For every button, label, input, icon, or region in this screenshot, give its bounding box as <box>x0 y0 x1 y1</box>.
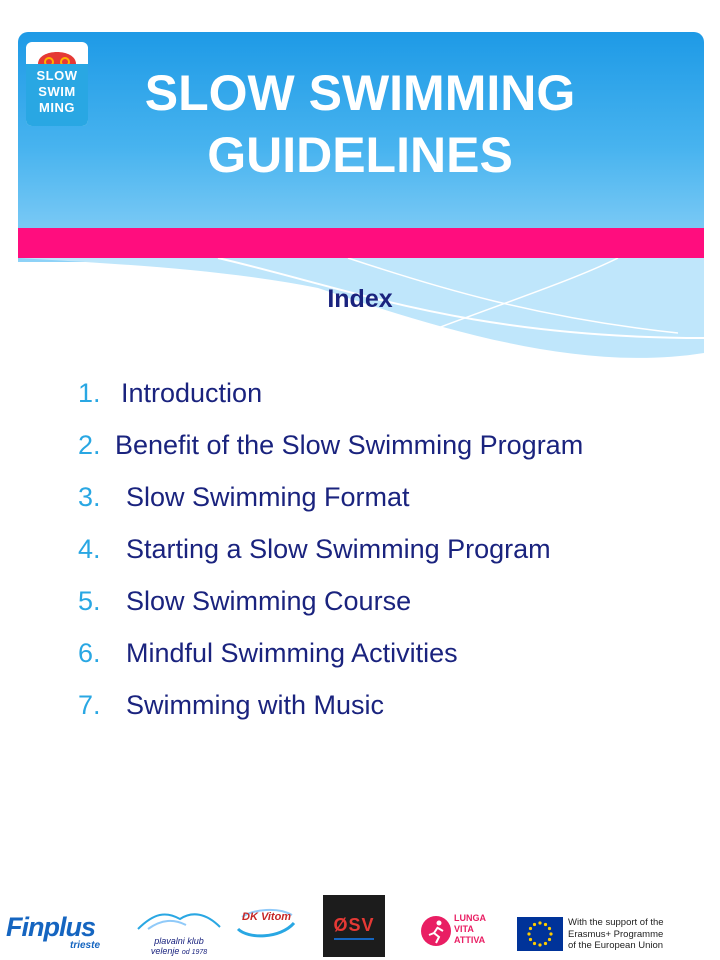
partner-logos <box>0 895 720 960</box>
accent-bar <box>18 228 704 258</box>
toc-item[interactable]: 2. Benefit of the Slow Swimming Program <box>78 430 584 460</box>
wave-icon <box>134 909 224 931</box>
table-of-contents <box>78 378 583 742</box>
dk-vitom-logo: DK Vitom <box>234 905 298 939</box>
plavalni-klub-logo: plavalni klub velenje od 1978 <box>134 909 224 957</box>
toc-item[interactable]: 7. Swimming with Music <box>78 690 385 720</box>
slow-swimming-logo <box>26 42 88 126</box>
page-title: SLOW SWIMMING GUIDELINES <box>144 65 576 183</box>
osv-logo: ØSV <box>323 895 385 957</box>
lunga-vita-attiva-logo: LUNGA VITA ATTIVA <box>420 913 490 953</box>
logo-wordmark: SLOW SWIM MING <box>26 64 88 126</box>
toc-item[interactable]: 1. Introduction <box>78 378 263 408</box>
toc-item[interactable]: 3. Slow Swimming Format <box>78 482 410 512</box>
runner-icon <box>420 915 452 947</box>
index-heading: Index <box>327 285 393 313</box>
eu-flag-icon <box>517 917 563 951</box>
toc-item[interactable]: 4. Starting a Slow Swimming Program <box>78 534 551 564</box>
toc-item[interactable]: 5. Slow Swimming Course <box>78 586 412 616</box>
finplus-logo: Finplus trieste <box>6 912 100 951</box>
erasmus-eu-logo: With the support of the Erasmus+ Programme of the European Union <box>517 917 677 957</box>
toc-item[interactable]: 6. Mindful Swimming Activities <box>78 638 458 668</box>
